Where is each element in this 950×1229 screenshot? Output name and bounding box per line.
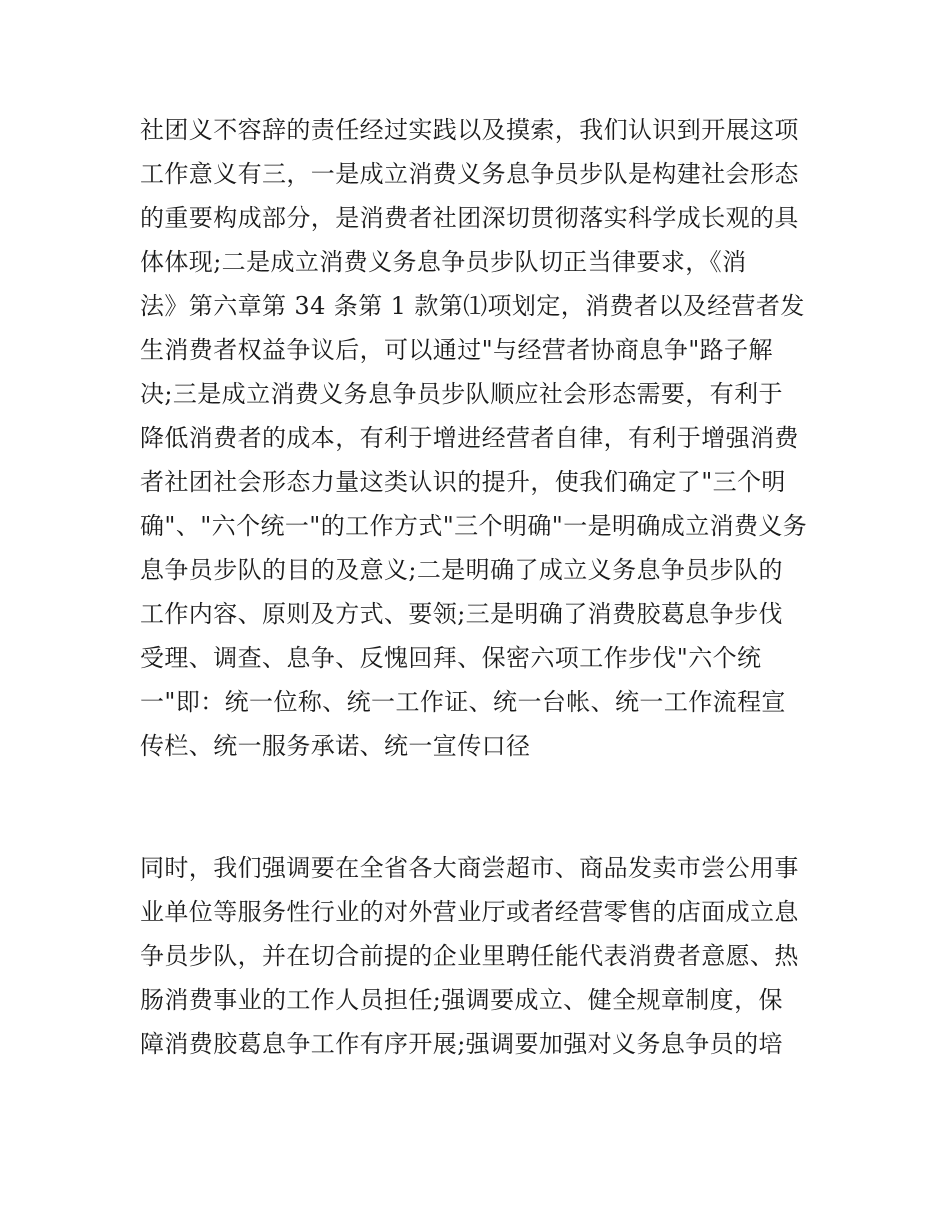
text-line: 者社团社会形态力量这类认识的提升，使我们确定了"三个明 (140, 468, 786, 496)
text-line: 社团义不容辞的责任经过实践以及摸索，我们认识到开展这项 (140, 116, 799, 144)
text-line: 同时，我们强调要在全省各大商尝超市、商品发卖市尝公用事 (140, 854, 799, 882)
text-line: 受理、调查、息争、反愧回拜、保密六项工作步伐"六个统 (140, 644, 762, 672)
text-line: 的重要构成部分，是消费者社团深切贯彻落实科学成长观的具 (140, 204, 799, 232)
paragraph-2 (140, 846, 820, 1066)
text-line: 肠消费事业的工作人员担任;强调要成立、健全规章制度，保 (140, 986, 783, 1014)
text-line: 一"即：统一位称、统一工作证、统一台帐、统一工作流程宣 (140, 688, 786, 716)
text-line: 业单位等服务性行业的对外营业厅或者经营零售的店面成立息 (140, 898, 799, 926)
text-line: 传栏、统一服务承诺、统一宣传口径 (140, 732, 531, 760)
text-line: 决;三是成立消费义务息争员步队顺应社会形态需要，有利于 (140, 380, 783, 408)
text-line: 生消费者权益争议后，可以通过"与经营者协商息争"路子解 (140, 336, 773, 364)
text-line: 争员步队，并在切合前提的企业里聘任能代表消费者意愿、热 (140, 942, 799, 970)
text-line: 工作内容、原则及方式、要领;三是明确了消费胶葛息争步伐 (140, 600, 783, 628)
text-line: 障消费胶葛息争工作有序开展;强调要加强对义务息争员的培 (140, 1030, 783, 1058)
text-line: 确"、"六个统一"的工作方式"三个明确"一是明确成立消费义务 (140, 512, 808, 540)
text-line: 法》第六章第 34 条第 1 款第⑴项划定，消费者以及经营者发 (140, 292, 805, 320)
text-line: 降低消费者的成本，有利于增进经营者自律，有利于增强消费 (140, 424, 799, 452)
text-line: 工作意义有三，一是成立消费义务息争员步队是构建社会形态 (140, 160, 799, 188)
text-line: 息争员步队的目的及意义;二是明确了成立义务息争员步队的 (140, 556, 783, 584)
paragraph-1 (140, 108, 820, 768)
text-line: 体体现;二是成立消费义务息争员步队切正当律要求，《消 (140, 248, 747, 276)
